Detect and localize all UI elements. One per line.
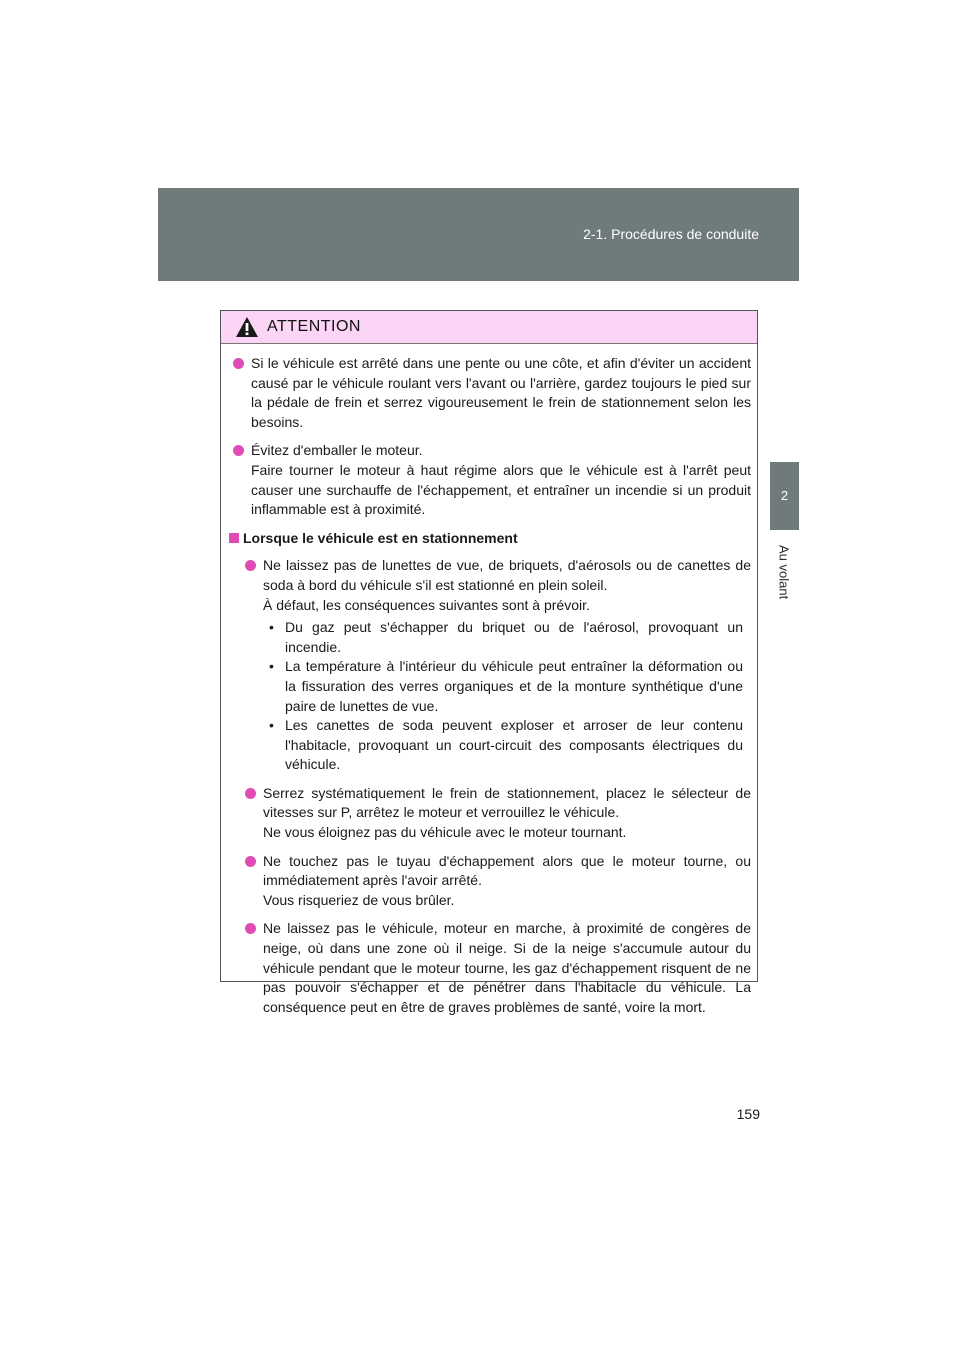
bullet-dot: [233, 358, 244, 369]
subsection-title: Lorsque le véhicule est en stationnement: [243, 529, 518, 546]
item-text: À défaut, les conséquences suivantes sont à prévoir.: [263, 596, 590, 613]
subsection-heading: [229, 529, 751, 549]
warning-item-exhaust: [241, 852, 751, 911]
warning-item-heat: [241, 556, 751, 775]
warning-title: ATTENTION: [267, 318, 361, 335]
square-bullet: [229, 533, 239, 543]
item-text: Ne laissez pas de lunettes de vue, de briquets, d'aérosols ou de canettes de soda à bord du véhicule s'il est stationné en plein soleil.: [263, 557, 751, 593]
item-text: Ne laissez pas le véhicule, moteur en marche, à proximité de congères de neige, où dans une zone où il neige. Si de la neige s'accumule autour du véhicule pendant que le moteur tourne, les gaz d'échappement risquent de ne pas pouvoir s'échapper et de pénétrer dans l'habitacle du véhicule. La conséquence peut en être de graves problèmes de santé, voire la mort.: [263, 920, 751, 1015]
section-title: 2-1. Procédures de conduite: [583, 226, 759, 242]
list-item: • Les canettes de soda peuvent exploser et arroser de leur contenu l'habitacle, provoquant un court-circuit des composants électriques du véhicule.: [269, 717, 743, 773]
bullet-dot: [245, 856, 256, 867]
item-text: Ne touchez pas le tuyau d'échappement alors que le moteur tourne, ou immédiatement après l'avoir arrêté.: [263, 852, 751, 889]
item-text: Serrez systématiquement le frein de stationnement, placez le sélecteur de vitesses sur P, arrêtez le moteur et verrouillez le véhicule.: [263, 784, 751, 821]
warning-item-slope: [229, 354, 751, 432]
warning-body: [221, 344, 757, 1017]
list-item: • Du gaz peut s'échapper du briquet ou de l'aérosol, provoquant un incendie.: [269, 619, 743, 655]
chapter-tab: [770, 462, 799, 530]
warning-item-lock: [241, 784, 751, 843]
warning-header: [221, 311, 757, 344]
list-item: • La température à l'intérieur du véhicule peut entraîner la déformation ou la fissuration des verres organiques et de la monture synthétique d'une paire de lunettes de vue.: [269, 658, 743, 714]
item-text: Ne vous éloignez pas du véhicule avec le moteur tournant.: [263, 824, 627, 841]
item-text: Faire tourner le moteur à haut régime alors que le véhicule est à l'arrêt peut causer une surchauffe de l'échappement, et entraîner un incendie si un produit inflammable est à proximité.: [251, 461, 751, 518]
warning-item-engine: [229, 441, 751, 519]
consequence-list: [263, 618, 751, 775]
chapter-number: 2: [780, 488, 789, 503]
warning-item-snow: [241, 919, 751, 1017]
item-text: Vous risqueriez de vous brûler.: [263, 891, 455, 908]
warning-triangle-icon: [235, 316, 259, 338]
bullet-dot: [245, 560, 256, 571]
header-band: [158, 188, 799, 281]
item-text: Évitez d'emballer le moteur.: [251, 442, 423, 459]
parking-list: [229, 556, 751, 1017]
bullet-dot: [245, 788, 256, 799]
chapter-label: Au volant: [776, 544, 792, 600]
bullet-dot: [233, 445, 244, 456]
warning-box: [220, 310, 758, 1015]
bullet-dot: [245, 923, 256, 934]
page-number: 159: [736, 1106, 760, 1122]
item-text: Si le véhicule est arrêté dans une pente ou une côte, et afin d'éviter un accident causé par le véhicule roulant vers l'avant ou l'arrière, gardez toujours le pied sur la pédale de frein et serrez vigoureusement le frein de stationnement selon les besoins.: [251, 355, 751, 430]
